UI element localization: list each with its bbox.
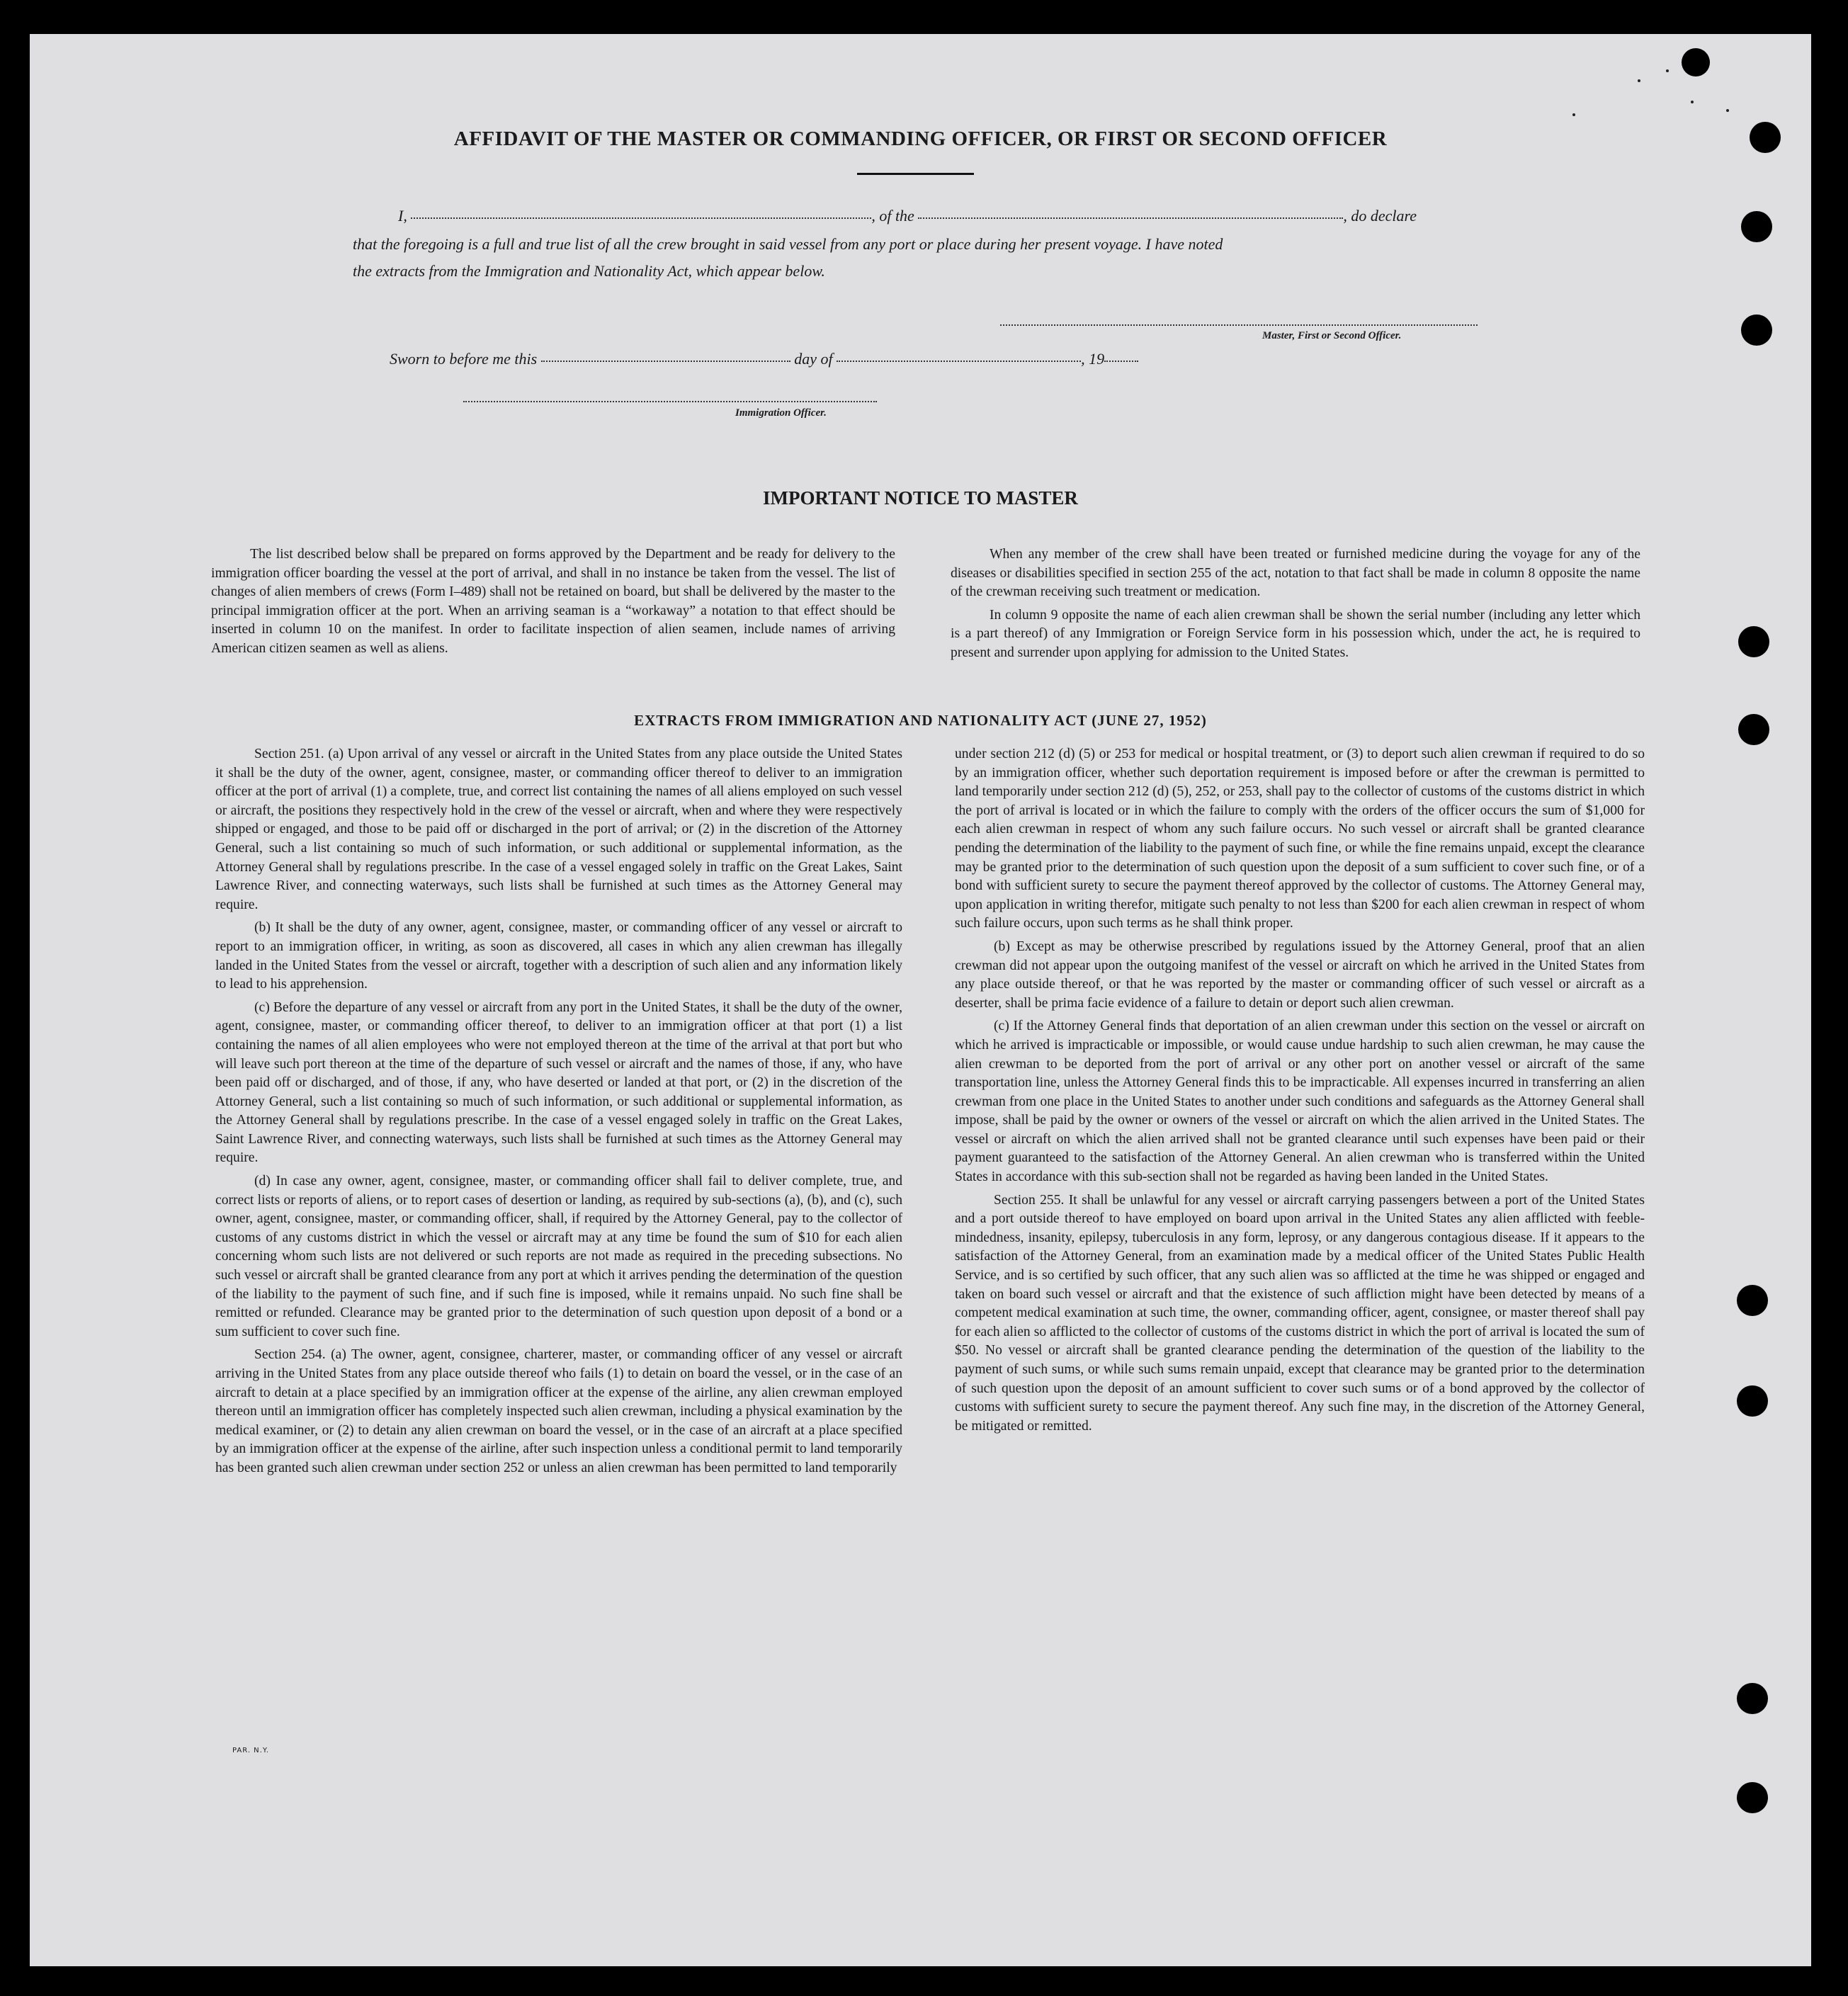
master-caption: Master, First or Second Officer. [1262, 330, 1402, 341]
title-rule [857, 173, 974, 175]
document-page [30, 34, 1811, 1966]
speck [1726, 109, 1729, 112]
extract-paragraph: (b) It shall be the duty of any owner, agent, consignee, master, or commanding officer of any vessel or aircraft to report to an immigration officer, in writing, as soon as discovered, all cases in which any alien crewman has illegally landed in the United States from the vessel or aircraft, together with a description of such alien and any information likely to lead to his apprehension. [215, 920, 902, 992]
sworn-line [390, 350, 1138, 368]
speck [1638, 79, 1640, 82]
notice-left-column [211, 545, 895, 663]
extracts-title: EXTRACTS FROM IMMIGRATION AND NATIONALITY ACT (JUNE 27, 1952) [634, 712, 1207, 729]
notice-left-paragraph: The list described below shall be prepared on forms approved by the Department and be ready for delivery to the immigration officer boarding the vessel at the port of arrival, and shall in no instance be taken from the vessel. The list of changes of alien members of crews (Form I–489) shall not be retained on board, but shall be delivered by the master to the principal immigration officer at the port. When an arriving seaman is a “workaway” a notation to that effect should be inserted in column 10 on the manifest. In order to facilitate inspection of alien seamen, include names of arriving American citizen seamen as well as aliens. [211, 547, 895, 656]
affidavit-title: AFFIDAVIT OF THE MASTER OR COMMANDING OFFICER, OR FIRST OR SECOND OFFICER [453, 127, 1388, 150]
speck [1666, 69, 1669, 72]
affidavit-declare: , do declare [1343, 207, 1417, 225]
affidavit-line-1 [398, 207, 1417, 225]
extract-paragraph: Section 251. (a) Upon arrival of any vessel or aircraft in the United States from any place outside the United States it shall be the duty of the owner, agent, consignee, master, or commanding officer thereof to deliver to an immigration officer at the port of arrival (1) a complete, true, and correct list containing the names of all aliens employed on such vessel or aircraft, the positions they respectively hold in the crew of the vessel or aircraft, when and where they were respectively shipped or engaged, and those to be paid off or discharged in the port of arrival; or (2) in the discretion of the Attorney General, such a list containing so much of such information, or such additional or supplemental information, as the Attorney General shall by regulations prescribe. In the case of a vessel engaged solely in traffic on the Great Lakes, Saint Lawrence River, and connecting waterways, such lists shall be furnished at such times as the Attorney General may require. [215, 747, 902, 912]
speck [1572, 113, 1575, 116]
vessel-blank [918, 217, 1343, 219]
extract-paragraph: Section 254. (a) The owner, agent, consignee, charterer, master, or commanding officer of any vessel or aircraft arriving in the United States from any place outside thereof who fails (1) to detain on board the vessel, or in the case of an aircraft to detain at a place specified by an immigration officer at the expense of the airline, any alien crewman employed thereon until an immigration officer has completely inspected such alien crewman, including a physical examination by the medical examiner, or (2) to detain any alien crewman on board the vessel, or in the case of an aircraft at a place specified by an immigration officer at the expense of the airline, after such inspection unless a conditional permit to land temporarily has been granted such alien crewman under section 252 or unless an alien crewman has been permitted to land temporarily [215, 1347, 902, 1475]
speck [1691, 101, 1694, 103]
punch-hole [1741, 314, 1772, 346]
punch-hole [1741, 211, 1772, 242]
year-blank [1104, 361, 1138, 362]
affidavit-line-2: that the foregoing is a full and true list of all the crew brought in said vessel from any port or place during her present voyage. I have noted [353, 235, 1223, 253]
affidavit-i: I, [398, 207, 407, 225]
officer-caption: Immigration Officer. [735, 407, 827, 419]
sworn-day-of: day of [794, 350, 833, 368]
punch-hole [1738, 626, 1769, 657]
day-blank [541, 361, 790, 362]
month-blank [837, 361, 1081, 362]
punch-hole [1737, 1782, 1768, 1813]
printer-code: PAR. N.Y. [232, 1747, 270, 1754]
master-signature-line [1000, 324, 1478, 326]
extract-paragraph: (d) In case any owner, agent, consignee, master, or commanding officer shall fail to deliver complete, true, and correct lists or reports of aliens, or to report cases of desertion or landing, as required by sub-sections (a), (b), and (c), such owner, agent, consignee, master, or commanding officer, shall, if required by the Attorney General, pay to the collector of customs of any customs district in which the vessel or aircraft may at any time be found the sum of $10 for each alien concerning whom such lists are not delivered or such reports are not made as required in the preceding subsections. No such vessel or aircraft shall be granted clearance from any port at which it arrives pending the determination of the question of the liability to the payment of such fine, and if such fine is imposed, while it remains unpaid. No such fine shall be remitted or refunded. Clearance may be granted prior to the determination of such question upon deposit of a bond or a sum sufficient to cover such fine. [215, 1174, 902, 1339]
punch-hole [1682, 48, 1710, 76]
affidavit-of-the: , of the [871, 207, 914, 225]
name-blank [411, 217, 871, 219]
extract-paragraph: Section 255. It shall be unlawful for any vessel or aircraft carrying passengers between a port of the United States and a port outside thereof to have employed on board upon arrival in the United States any alien afflicted with feeble-mindedness, insanity, epilepsy, tuberculosis in any form, leprosy, or any dangerous contagious disease. If it appears to the satisfaction of the Attorney General, from an examination made by a medical officer of the United States Public Health Service, and is so certified by such officer, that any such alien was so afflicted at the time he was shipped or engaged and taken on board such vessel or aircraft and that the existence of such affliction might have been detected by means of a competent medical examination at such time, the owner, commanding officer, agent, consignee, or master thereof shall pay for each alien so afflicted to the collector of customs of the customs district in which the port of arrival is located the sum of $50. No vessel or aircraft shall be granted clearance pending the determination of the question of the liability to the payment of such sums, or while such sums remain unpaid, except that clearance may be granted prior to the determination of such question upon the deposit of an amount sufficient to cover such sums or of a bond approved by the collector of customs with sufficient surety to secure the payment thereof. Any such fine may, in the discretion of the Attorney General, be mitigated or remitted. [955, 1192, 1645, 1434]
extracts-left-column [215, 745, 902, 1482]
affidavit-line-3: the extracts from the Immigration and Nationality Act, which appear below. [353, 262, 825, 280]
notice-right-column [951, 545, 1640, 667]
extract-paragraph: (b) Except as may be otherwise prescribed by regulations issued by the Attorney General, proof that an alien crewman did not appear upon the outgoing manifest of the vessel or aircraft on which he arrived in the United States from any place outside thereof, or that he was reported by the master or commanding officer of such vessel or aircraft as a deserter, shall be prima facie evidence of a failure to detain or deport such alien crewman. [955, 939, 1645, 1011]
notice-title: IMPORTANT NOTICE TO MASTER [763, 487, 1078, 509]
punch-hole [1737, 1285, 1768, 1316]
notice-right-paragraph: In column 9 opposite the name of each alien crewman shall be shown the serial number (including any letter which is a part thereof) of any Immigration or Foreign Service form in his possession which, under the act, he is required to present and surrender upon applying for admission to the United States. [951, 607, 1640, 660]
extract-paragraph: (c) Before the departure of any vessel or aircraft from any port in the United States, it shall be the duty of the owner, agent, consignee, master, or commanding officer thereof, to deliver to an immigration officer at that port (1) a list containing the names of all alien employees who were not employed thereon at the time of the arrival at that port but who will leave such port thereon at the time of the departure of such vessel or aircraft and the names of those, if any, who have been paid off or discharged, and of those, if any, who have deserted or landed at that port, or (2) in the discretion of the Attorney General, such a list containing so much of such information, or such additional or supplemental information, as the Attorney General shall by regulations prescribe. In the case of a vessel engaged solely in traffic on the Great Lakes, Saint Lawrence River, and connecting waterways, such lists shall be furnished at such times as the Attorney General may require. [215, 999, 902, 1166]
punch-hole [1737, 1385, 1768, 1417]
sworn-prefix: Sworn to before me this [390, 350, 538, 368]
officer-signature-line [463, 401, 877, 402]
notice-right-paragraph: When any member of the crew shall have been treated or furnished medicine during the voyage for any of the diseases or disabilities specified in section 255 of the act, notation to that fact shall be made in column 8 opposite the name of the crewman receiving such treatment or medication. [951, 547, 1640, 600]
extract-paragraph: under section 212 (d) (5) or 253 for medical or hospital treatment, or (3) to deport such alien crewman if required to do so by an immigration officer, whether such deportation requirement is imposed before or after the crewman is permitted to land temporarily under section 212 (d) (5), 252, or 253, shall pay to the collector of customs of the customs district in which the port of arrival is located or in which the failure to comply with the orders of the officer occurs the sum of $1,000 for each alien crewman in respect of whom any such failure occurs. No such vessel or aircraft shall be granted clearance pending the determination of the liability to the payment of such fine, or while the fine remains unpaid, except the clearance may be granted prior to the determination of such question upon the deposit of a sum sufficient to cover such fine, or of a bond with sufficient surety to secure the payment thereof approved by the collector of customs. The Attorney General may, upon application in writing therefor, mitigate such penalty to not less than $200 for each alien crewman in respect of whom such failure occurs, upon such terms as he shall think proper. [955, 747, 1645, 931]
extract-paragraph: (c) If the Attorney General finds that deportation of an alien crewman under this section on the vessel or aircraft on which he arrived is impracticable or impossible, or would cause undue hardship to such alien crewman, he may cause the alien crewman to be deported from the port of arrival or any other port on another vessel or aircraft of the same transportation line, unless the Attorney General finds this to be impracticable. All expenses incurred in transferring an alien crewman from one place in the United States to another under such conditions and safeguards as the Attorney General shall impose, shall be paid by the owner or owners of the vessel or aircraft on which the alien arrived in the United States. The vessel or aircraft on which the alien arrived shall not be granted clearance until such expenses have been paid or their payment guaranteed to the satisfaction of the Attorney General. An alien crewman who is transferred within the United States in accordance with this sub-section shall not be regarded as having been landed in the United States. [955, 1019, 1645, 1185]
extracts-right-column [955, 745, 1645, 1440]
sworn-year: , 19 [1081, 350, 1105, 368]
punch-hole [1737, 1683, 1768, 1714]
